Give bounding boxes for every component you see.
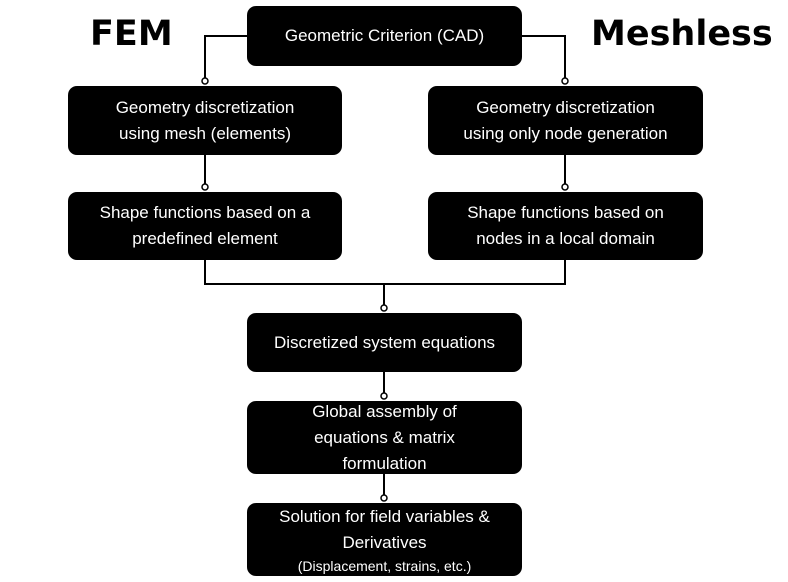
box-label-line: Shape functions based on	[467, 203, 664, 222]
box-label-line: nodes in a local domain	[476, 229, 655, 248]
box-global-assembly	[247, 401, 522, 474]
box-label-line: formulation	[342, 453, 427, 473]
box-geometry-discretization-meshless	[428, 86, 703, 155]
box-discretized-system-equations	[247, 313, 522, 372]
heading-fem: FEM	[90, 14, 173, 54]
box-label-line: predefined element	[132, 229, 278, 248]
box-geometric-criterion	[247, 6, 522, 66]
box-label: Geometric Criterion (CAD)	[284, 26, 485, 45]
junction-dot	[381, 305, 387, 311]
box-shape-functions-fem	[68, 192, 342, 260]
box-label-line: Shape functions based on a	[99, 203, 311, 222]
box-label-line: Geometry discretization	[476, 97, 655, 117]
junction-dot	[202, 184, 208, 190]
box-label-line: Solution for field variables &	[279, 506, 490, 526]
junction-dot	[562, 184, 568, 190]
junction-dot	[202, 78, 208, 84]
box-shape-functions-meshless	[428, 192, 703, 260]
box-label-line: Derivatives	[342, 532, 427, 552]
heading-meshless: Meshless	[591, 14, 773, 54]
junction-dot	[381, 495, 387, 501]
box-label-line: equations & matrix	[314, 427, 455, 447]
box-label-line: using mesh (elements)	[119, 123, 291, 143]
box-geometry-discretization-fem	[68, 86, 342, 155]
connector-cad-to-fem	[205, 36, 247, 80]
box-label-line: Geometry discretization	[115, 97, 295, 117]
connector-merge	[205, 260, 565, 284]
box-label: Discretized system equations	[273, 332, 496, 352]
connector-cad-to-meshless	[522, 36, 565, 80]
box-solution	[247, 503, 522, 576]
box-label-line: using only node generation	[463, 123, 668, 143]
junction-dot	[562, 78, 568, 84]
box-label-note: (Displacement, strains, etc.)	[297, 557, 472, 574]
box-label-line: Global assembly of	[312, 401, 457, 421]
